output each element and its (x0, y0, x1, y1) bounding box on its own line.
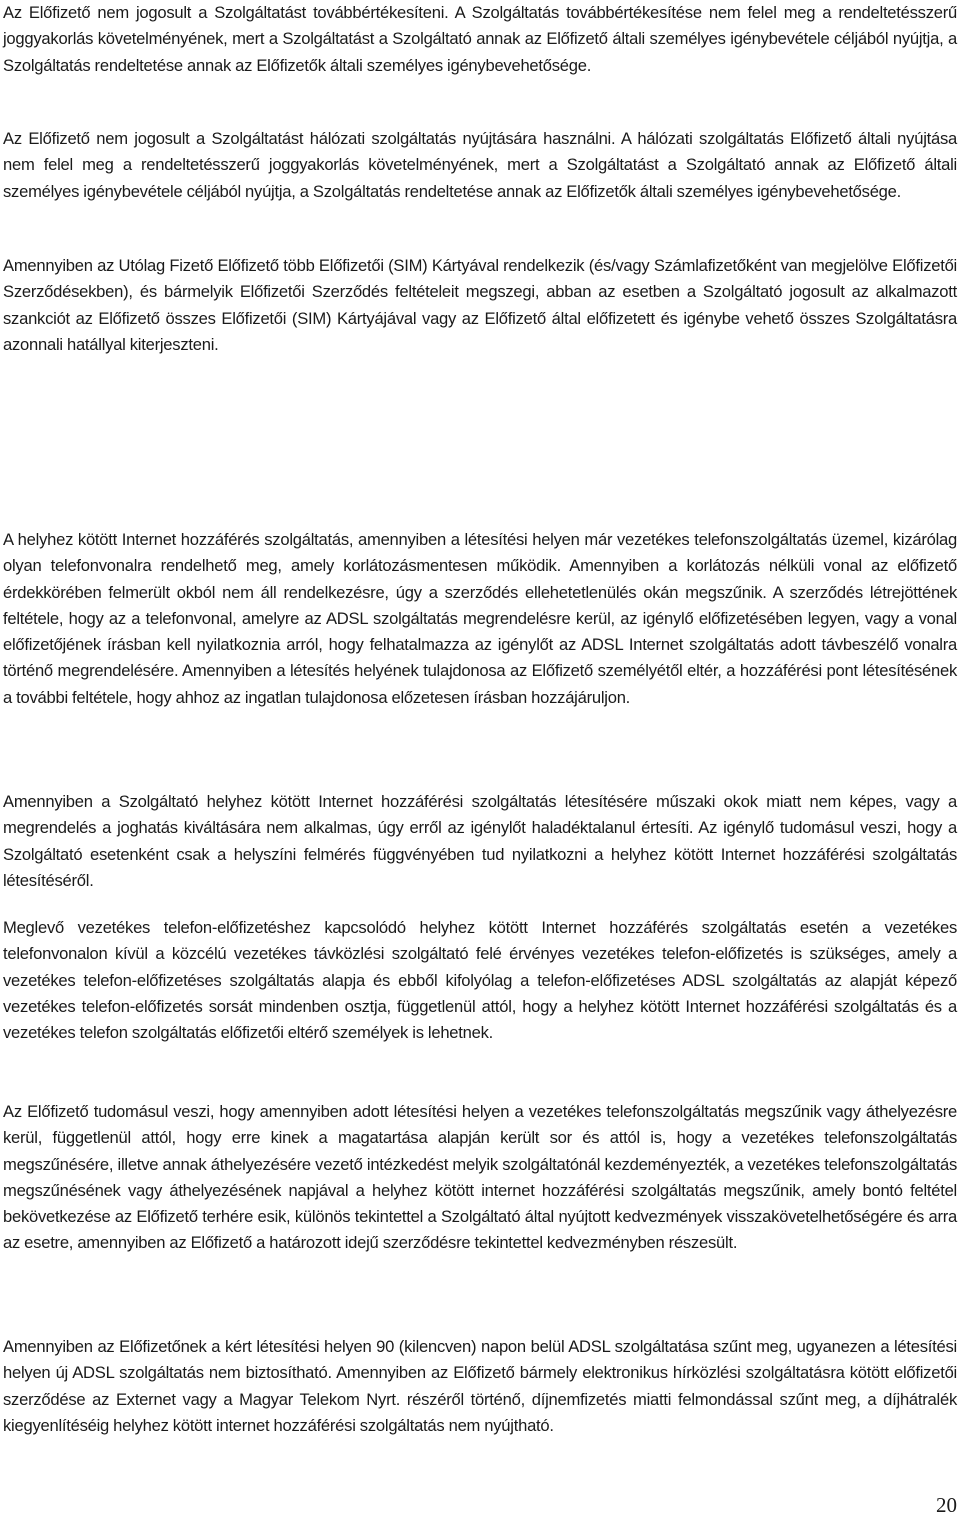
page-number: 20 (936, 1493, 957, 1517)
paragraph-technical-inability: Amennyiben a Szolgáltató helyhez kötött Internet hozzáférési szolgáltatás létesítésére műszaki okok miatt nem képes, vagy a megrendelés a joghatás kiváltására nem alkalmas, úgy erről az igénylőt haladéktalanul értesíti. Az igénylő tudomásul veszi, hogy a Szolgáltató esetenként csak a helyszíni felmérés függvényében tud nyilatkozni a helyhez kötött Internet hozzáférési szolgáltatás létesítéséről. (3, 792, 957, 890)
paragraph-sanction-extension: Amennyiben az Utólag Fizető Előfizető több Előfizetői (SIM) Kártyával rendelkezik (és/vagy Számlafizetőként van megjelölve Előfizetői Szerződésekben), és bármelyik Előfizetői Szerződés feltételeit megszegi, abban az esetben a Szolgáltató jogosult az alkalmazott szankciót az Előfizető összes Előfizetői (SIM) Kártyájával vagy az Előfizető által előfizetett és igénybe vehető összes Szolgáltatásra azonnali hatállyal kiterjeszteni. (3, 256, 957, 354)
paragraph-adsl-reinstallation: Amennyiben az Előfizetőnek a kért létesítési helyen 90 (kilencven) napon belül ADSL szolgáltatása szűnt meg, ugyanezen a létesítési helyen új ADSL szolgáltatás nem biztosítható. Amennyiben az Előfizető bármely elektronikus hírközlési szolgáltatásra kötött előfizetői szerződése az Externet vagy a Magyar Telekom Nyrt. részéről történő, díjnemfizetés miatti felmondással szűnt meg, a díjhátralék kiegyenlítéséig helyhez kötött internet hozzáférési szolgáltatás nem nyújtható. (3, 1337, 957, 1435)
paragraph-resale-prohibition: Az Előfizető nem jogosult a Szolgáltatást továbbértékesíteni. A Szolgáltatás továbbértékesítése nem felel meg a rendeltetésszerű joggyakorlás követelményének, mert a Szolgáltatást a Szolgáltató annak az Előfizető általi személyes igénybevétele céljából nyújtja, a Szolgáltatás rendeltetése annak az Előfizetők általi személyes igénybevehetősége. (3, 3, 957, 75)
paragraph-fixed-internet-conditions: A helyhez kötött Internet hozzáférés szolgáltatás, amennyiben a létesítési helyen már vezetékes telefonszolgáltatás üzemel, kizárólag olyan telefonvonalra rendelhető meg, amely korlátozásmentesen működik. Amennyiben a korlátozás nélküli vonal az előfizető érdekkörében felmerült okból nem áll rendelkezésre, úgy a szerződés ellehetetlenülés okán megszűnik. A szerződés létrejöttének feltétele, hogy az a telefonvonal, amelyre az ADSL szolgáltatás megrendelésre kerül, az igénylő előfizetésében legyen, vagy a vonal előfizetőjének írásban kell nyilatkoznia arról, hogy felhatalmazza az igénylőt az ADSL Internet szolgáltatás adott távbeszélő vonalra történő megrendelésére. Amennyiben a létesítés helyének tulajdonosa az Előfizető személyétől eltér, a hozzáférési pont létesítésének a további feltétele, hogy ahhoz az ingatlan tulajdonosa előzetesen írásban hozzájáruljon. (3, 530, 957, 707)
paragraph-line-termination: Az Előfizető tudomásul veszi, hogy amennyiben adott létesítési helyen a vezetékes telefonszolgáltatás megszűnik vagy áthelyezésre kerül, függetlenül attól, hogy erre kinek a magatartása alapján került sor és attól is, hogy a vezetékes telefonszolgáltatás megszűnésére, illetve annak áthelyezésére vezető intézkedést melyik szolgáltatónál kezdeményezték, a vezetékes telefonszolgáltatás megszűnésének vagy áthelyezésének napjával a helyhez kötött internet hozzáférési szolgáltatás megszűnik, amely bontó feltétel bekövetkezése az Előfizető terhére esik, különös tekintettel a Szolgáltató által nyújtott kedvezmények visszakövetelhetőségére és arra az esetre, amennyiben az Előfizető a határozott idejű szerződésre tekintettel kedvezményben részesült. (3, 1102, 957, 1253)
paragraph-phone-subscription-requirement: Meglevő vezetékes telefon-előfizetéshez kapcsolódó helyhez kötött Internet hozzáférés szolgáltatás esetén a vezetékes telefonvonalon kívül a közcélú vezetékes távközlési szolgáltató felé érvényes vezetékes telefon-előfizetés is szükséges, amely a vezetékes telefon-előfizetéses szolgáltatás alapja és ebből kifolyólag a telefon-előfizetéses ADSL szolgáltatás az alapját képező vezetékes telefon-előfizetés sorsát mindenben osztja, függetlenül attól, hogy a helyhez kötött Internet hozzáférési szolgáltatás és a vezetékes telefon szolgáltatás előfizetői eltérő személyek is lehetnek. (3, 918, 957, 1043)
paragraph-network-service-prohibition: Az Előfizető nem jogosult a Szolgáltatást hálózati szolgáltatás nyújtására használni. A hálózati szolgáltatás Előfizető általi nyújtása nem felel meg a rendeltetésszerű joggyakorlás követelményének, mert a Szolgáltatást a Szolgáltató annak az Előfizető általi személyes igénybevétele céljából nyújtja, a Szolgáltatás rendeltetése annak az Előfizetők általi személyes igénybevehetősége. (3, 129, 957, 201)
